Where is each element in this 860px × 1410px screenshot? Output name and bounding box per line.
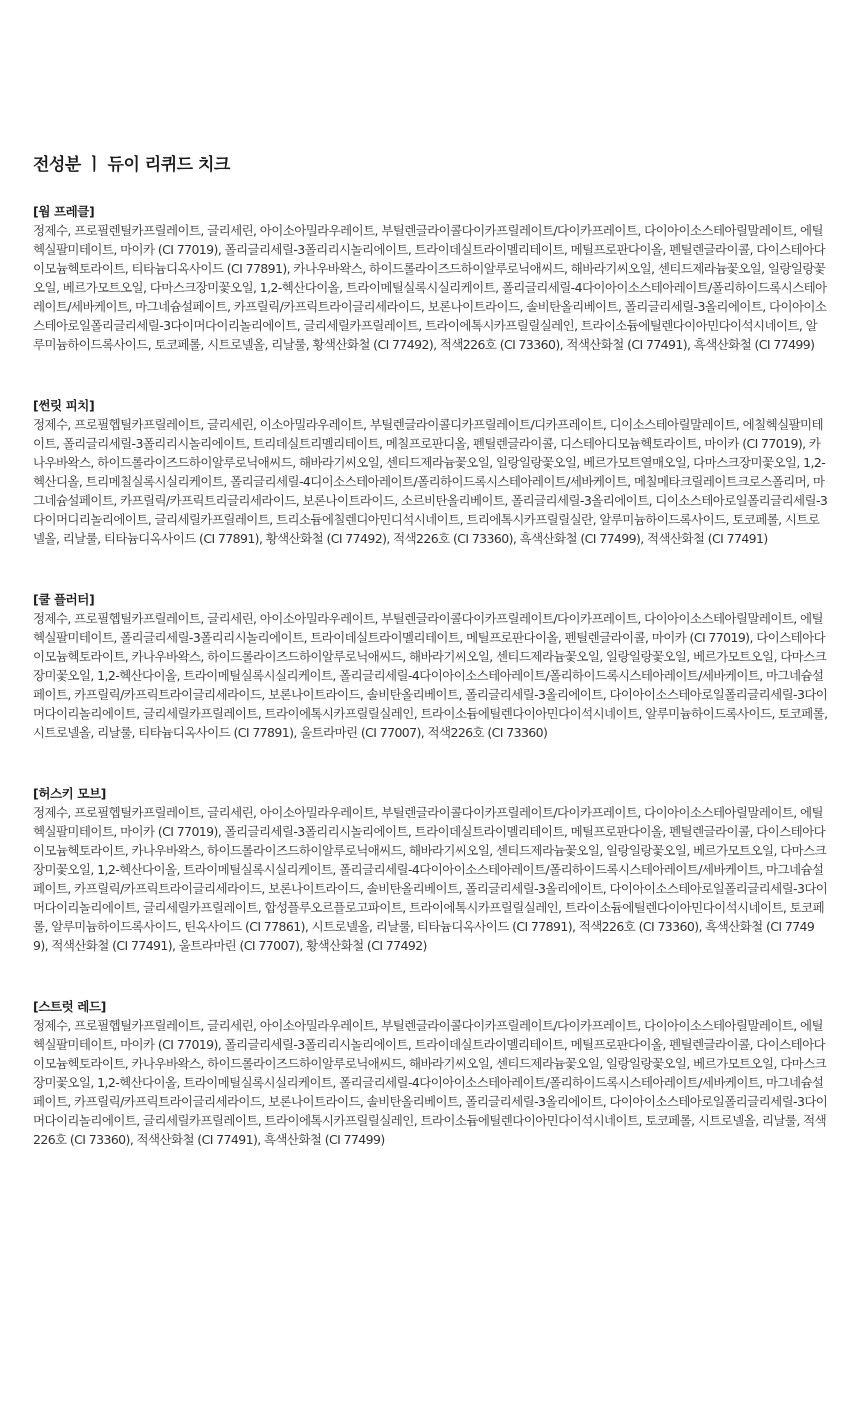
- ingredient-list: 정제수, 프로필헵틸카프릴레이트, 글리세린, 이소아밀라우레이트, 부틸렌글라이콜디카프릴레이트/디카프레이트, 디이소스테아릴말레이트, 에칠헥실팔미테이트, 폴리글리세릴-3폴리리시놀리에이트, 트리데실트리멜리테이트, 메칠프로판디올, 펜틸렌글라이콜, 디스테아디모늄헥토라이트, 마이카 (CI 77019), 카나우바왁스, 하이드롤라이즈드하이알루로닉애씨드, 해바라기씨오일, 센티드제라늄꽃오일, 일랑일랑꽃오일, 베르가모트열매오일, 다마스크장미꽃오일, 1,2-헥산디올, 트리메칠실록시실리케이트, 폴리글리세릴-4디이소스테아레이트/폴리하이드록시스테아레이트/세바케이트, 메칠메타크릴레이트크로스폴리머, 마그네슘설페이트, 카프릴릭/카프릭트리글리세라이드, 보론나이트라이드, 소르비탄올리베이트, 폴리글리세릴-3올리에이트, 디이소스테아로일폴리글리세릴-3다이머디리놀리에이트, 글리세릴카프릴레이트, 트리소듐에칠렌디아민디석시네이트, 트리에톡시카프릴릴실란, 알루미늄하이드록사이드, 토코페롤, 시트로넬올, 리날룰, 티타늄디옥사이드 (CI 77891), 황색산화철 (CI 77492), 적색226호 (CI 73360), 흑색산화철 (CI 77499), 적색산화철 (CI 77491): [33, 417, 828, 546]
- ingredient-list: 정제수, 프로필헵틸카프릴레이트, 글리세린, 아이소아밀라우레이트, 부틸렌글라이콜다이카프릴레이트/다이카프레이트, 다이아이소스테아릴말레이트, 에틸헥실팔미테이트, 마이카 (CI 77019), 폴리글리세릴-3폴리리시놀리에이트, 트라이데실트라이멜리테이트, 메틸프로판다이올, 펜틸렌글라이콜, 다이스테아다이모늄헥토라이트, 카나우바왁스, 하이드롤라이즈드하이알루로닉애씨드, 해바라기씨오일, 센티드제라늄꽃오일, 일랑일랑꽃오일, 베르가모트오일, 다마스크장미꽃오일, 1,2-헥산다이올, 트라이메틸실록시실리케이트, 폴리글리세릴-4다이아이소스테아레이트/폴리하이드록시스테아레이트/세바케이트, 마그네슘설페이트, 카프릴릭/카프릭트라이글리세라이드, 보론나이트라이드, 솔비탄올리베이트, 폴리글리세릴-3올리에이트, 다이아이소스테아로일폴리글리세릴-3다이머다이리놀리에이트, 글리세릴카프릴레이트, 트라이에톡시카프릴릴실레인, 트라이소듐에틸렌다이아민다이석시네이트, 토코페롤, 시트로넬올, 리날룰, 적색226호 (CI 73360), 적색산화철 (CI 77491), 흑색산화철 (CI 77499): [33, 1018, 828, 1147]
- ingredient-section-husky-mauve: [33, 784, 828, 955]
- ingredients-page: [33, 150, 828, 1191]
- ingredient-list: 정제수, 프로필렌틸카프릴레이트, 글리세린, 아이소아밀라우레이트, 부틸렌글라이콜다이카프릴레이트/다이카프레이트, 다이아이소스테아릴말레이트, 에틸헥실팔미테이트, 마이카 (CI 77019), 폴리글리세릴-3폴리리시놀리에이트, 트라이데실트라이멜리테이트, 메틸프로판다이올, 펜틸렌글라이콜, 다이스테아다이모늄헥토라이트, 티타늄디옥사이드 (CI 77891), 카나우바왁스, 하이드롤라이즈드하이알루로닉애씨드, 해바라기씨오일, 센티드제라늄꽃오일, 일랑일랑꽃오일, 베르가모트오일, 다마스크장미꽃오일, 1,2-헥산다이올, 트라이메틸실록시실리케이트, 폴리글리세릴-4다이아이소스테아레이트/폴리하이드록시스테아레이트/세바케이트, 마그네슘설페이트, 카프릴릭/카프릭트라이글리세라이드, 보론나이트라이드, 솔비탄올리베이트, 폴리글리세릴-3올리에이트, 다이아이소스테아로일폴리글리세릴-3다이머다이리놀리에이트, 글리세릴카프릴레이트, 트라이에톡시카프릴릴실레인, 트라이소듐에틸렌다이아민다이석시네이트, 알루미늄하이드록사이드, 토코페롤, 시트로넬올, 리날룰, 황색산화철 (CI 77492), 적색226호 (CI 73360), 적색산화철 (CI 77491), 흑색산화철 (CI 77499): [33, 223, 827, 352]
- ingredient-section-sunlit-peach: [33, 396, 828, 548]
- section-title: [웜 프레클]: [33, 204, 95, 219]
- section-title: [스트럿 레드]: [33, 999, 106, 1014]
- section-title: [허스키 모브]: [33, 786, 106, 801]
- ingredient-section-cool-flutter: [33, 590, 828, 742]
- section-title: [썬릿 피치]: [33, 398, 95, 413]
- ingredient-section-warm-freckle: [33, 202, 828, 354]
- page-title: 전성분 ㅣ 듀이 리퀴드 치크: [33, 155, 230, 175]
- ingredient-list: 정제수, 프로필헵틸카프릴레이트, 글리세린, 아이소아밀라우레이트, 부틸렌글라이콜다이카프릴레이트/다이카프레이트, 다이아이소스테아릴말레이트, 에틸헥실팔미테이트, 마이카 (CI 77019), 폴리글리세릴-3폴리리시놀리에이트, 트라이데실트라이멜리테이트, 메틸프로판다이올, 펜틸렌글라이콜, 다이스테아다이모늄헥토라이트, 카나우바왁스, 하이드롤라이즈드하이알루로닉애씨드, 해바라기씨오일, 센티드제라늄꽃오일, 일랑일랑꽃오일, 베르가모트오일, 다마스크장미꽃오일, 1,2-헥산다이올, 트라이메틸실록시실리케이트, 폴리글리세릴-4다이아이소스테아레이트/폴리하이드록시스테아레이트/세바케이트, 마그네슘설페이트, 카프릴릭/카프릭트라이글리세라이드, 보론나이트라이드, 솔비탄올리베이트, 폴리글리세릴-3올리에이트, 다이아이소스테아로일폴리글리세릴-3다이머다이리놀리에이트, 글리세릴카프릴레이트, 합성플루오르플로고파이트, 트라이에톡시카프릴릴실레인, 트라이소듐에틸렌다이아민다이석시네이트, 토코페롤, 알루미늄하이드록사이드, 틴옥사이드 (CI 77861), 시트로넬올, 리날룰, 티타늄디옥사이드 (CI 77891), 적색226호 (CI 73360), 흑색산화철 (CI 77499), 적색산화철 (CI 77491), 울트라마린 (CI 77007), 황색산화철 (CI 77492): [33, 805, 828, 953]
- ingredient-section-strut-red: [33, 997, 828, 1149]
- ingredient-list: 정제수, 프로필헵틸카프릴레이트, 글리세린, 아이소아밀라우레이트, 부틸렌글라이콜다이카프릴레이트/다이카프레이트, 다이아이소스테아릴말레이트, 에틸헥실팔미테이트, 폴리글리세릴-3폴리리시놀리에이트, 트라이데실트라이멜리테이트, 메틸프로판다이올, 펜틸렌글라이콜, 마이카 (CI 77019), 다이스테아다이모늄헥토라이트, 카나우바왁스, 하이드롤라이즈드하이알루로닉애씨드, 해바라기씨오일, 센티드제라늄꽃오일, 일랑일랑꽃오일, 베르가모트오일, 다마스크장미꽃오일, 1,2-헥산다이올, 트라이메틸실록시실리케이트, 폴리글리세릴-4다이아이소스테아레이트/폴리하이드록시스테아레이트/세바케이트, 마그네슘설페이트, 카프릴릭/카프릭트라이글리세라이드, 보론나이트라이드, 솔비탄올리베이트, 폴리글리세릴-3올리에이트, 다이아이소스테아로일폴리글리세릴-3다이머다이리놀리에이트, 글리세릴카프릴레이트, 트라이에톡시카프릴릴실레인, 트라이소듐에틸렌다이아민다이석시네이트, 알루미늄하이드록사이드, 토코페롤, 시트로넬올, 리날룰, 티타늄디옥사이드 (CI 77891), 울트라마린 (CI 77007), 적색226호 (CI 73360): [33, 611, 828, 740]
- section-title: [쿨 플러터]: [33, 592, 95, 607]
